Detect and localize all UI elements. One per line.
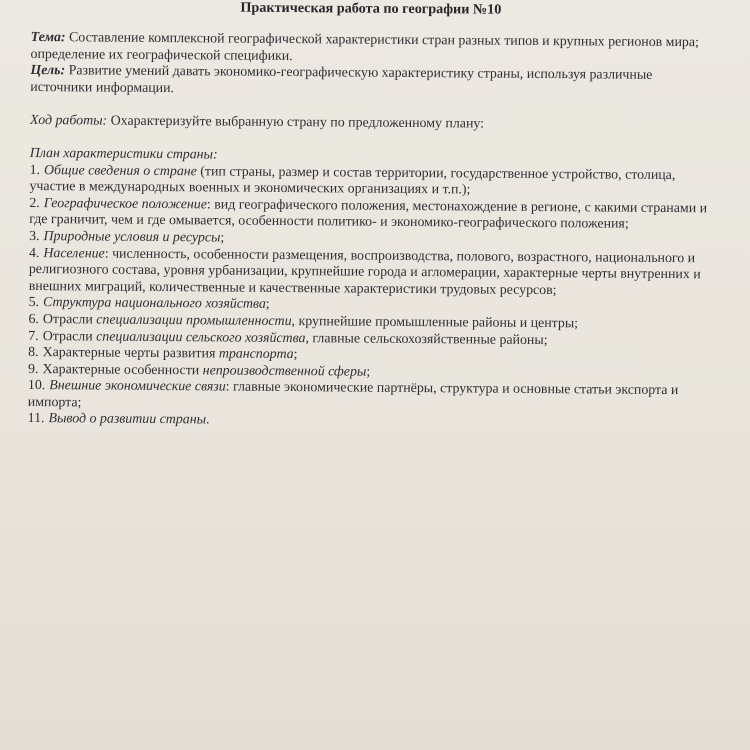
plan-item-details: ; (366, 364, 371, 380)
plan-item-topic: транспорта (218, 346, 294, 363)
document-content (28, 0, 711, 433)
plan-item-number: 8. (28, 345, 39, 361)
plan-item-topic: специализации промышленности (96, 312, 292, 329)
topic-paragraph (30, 30, 710, 69)
plan-item-prefix: Отрасли (42, 328, 97, 345)
plan-item-prefix: Отрасли (42, 312, 97, 328)
plan-item-topic: Население (43, 245, 105, 262)
plan-item-number: 10. (27, 378, 46, 394)
plan-item-number: 7. (28, 328, 39, 344)
progress-text: Охарактеризуйте выбранную страну по предложенному плану: (110, 114, 485, 132)
plan-item-number: 3. (29, 228, 40, 245)
plan-item-topic: Внешние экономические связи (49, 378, 226, 395)
plan-item-details: : вид географического положения, местонахождение в регионе, с какими странами и где граничит, чем и где омывается, особенности политико- и экономико-географического положения; (29, 197, 708, 233)
goal-paragraph (30, 63, 710, 102)
plan-item-details: , крупнейшие промышленные районы и центры; (291, 313, 579, 332)
plan-item-number: 6. (28, 311, 39, 327)
plan-item-topic: Географическое положение (43, 195, 207, 213)
goal-text: Развитие умений давать экономико-географическую характеристику страны, используя различные источники информации. (30, 63, 653, 96)
plan-item-2 (29, 196, 709, 235)
plan-item-topic: Структура национального хозяйства (42, 295, 266, 313)
document-title: Практическая работа по географии №10 (240, 0, 502, 18)
plan-item-4 (29, 246, 709, 301)
progress-label: Ход работы: (29, 113, 108, 129)
plan-item-details: : главные экономические партнёры, структура и основные статьи экспорта и импорта; (27, 379, 679, 411)
plan-item-number: 5. (28, 295, 40, 311)
plan-item-details: ; (220, 230, 225, 246)
topic-text: Составление комплексной географической характеристики стран разных типов и крупных регионов мира; определение их географической специфики. (30, 30, 699, 64)
plan-item-10 (28, 378, 708, 417)
plan-item-prefix: Характерные черты развития (42, 345, 219, 362)
goal-label: Цель: (30, 63, 66, 79)
plan-item-topic: специализации сельского хозяйства (96, 329, 306, 346)
plan-item-topic: Общие сведения о стране (44, 162, 197, 179)
plan-heading: План характеристики страны: (29, 145, 218, 163)
plan-item-1 (29, 163, 709, 202)
plan-item-details: (тип страны, размер и состав территории, государственное устройство, столица, участие в международных военных и экономических организациях и т.п.); (29, 163, 676, 198)
plan-item-details: . (205, 412, 210, 428)
plan-item-number: 9. (28, 361, 39, 377)
plan-item-details: ; (265, 297, 270, 313)
plan-item-topic: непроизводственной сферы (202, 363, 367, 380)
plan-item-prefix: Характерные особенности (42, 361, 203, 379)
plan-item-number: 2. (29, 195, 40, 211)
plan-item-details: : численность, особенности размещения, воспроизводства, полового, возрастного, национального и религиозного состава, уровня урбанизации, крупнейшие города и агломерации, характерные черты внутренних и внешних миграций, количественные и качественные характеристики трудовых ресурсов; (28, 246, 701, 298)
plan-item-details: , главные сельскохозяйственные районы; (305, 330, 548, 348)
plan-item-topic: Вывод о развитии страны (48, 411, 207, 428)
plan-item-number: 4. (28, 245, 40, 261)
plan-item-number: 11. (27, 411, 45, 427)
plan-item-topic: Природные условия и ресурсы (43, 229, 221, 246)
plan-list (28, 163, 710, 434)
topic-label: Тема: (30, 29, 66, 46)
plan-item-details: ; (293, 347, 298, 363)
plan-item-number: 1. (29, 162, 41, 178)
